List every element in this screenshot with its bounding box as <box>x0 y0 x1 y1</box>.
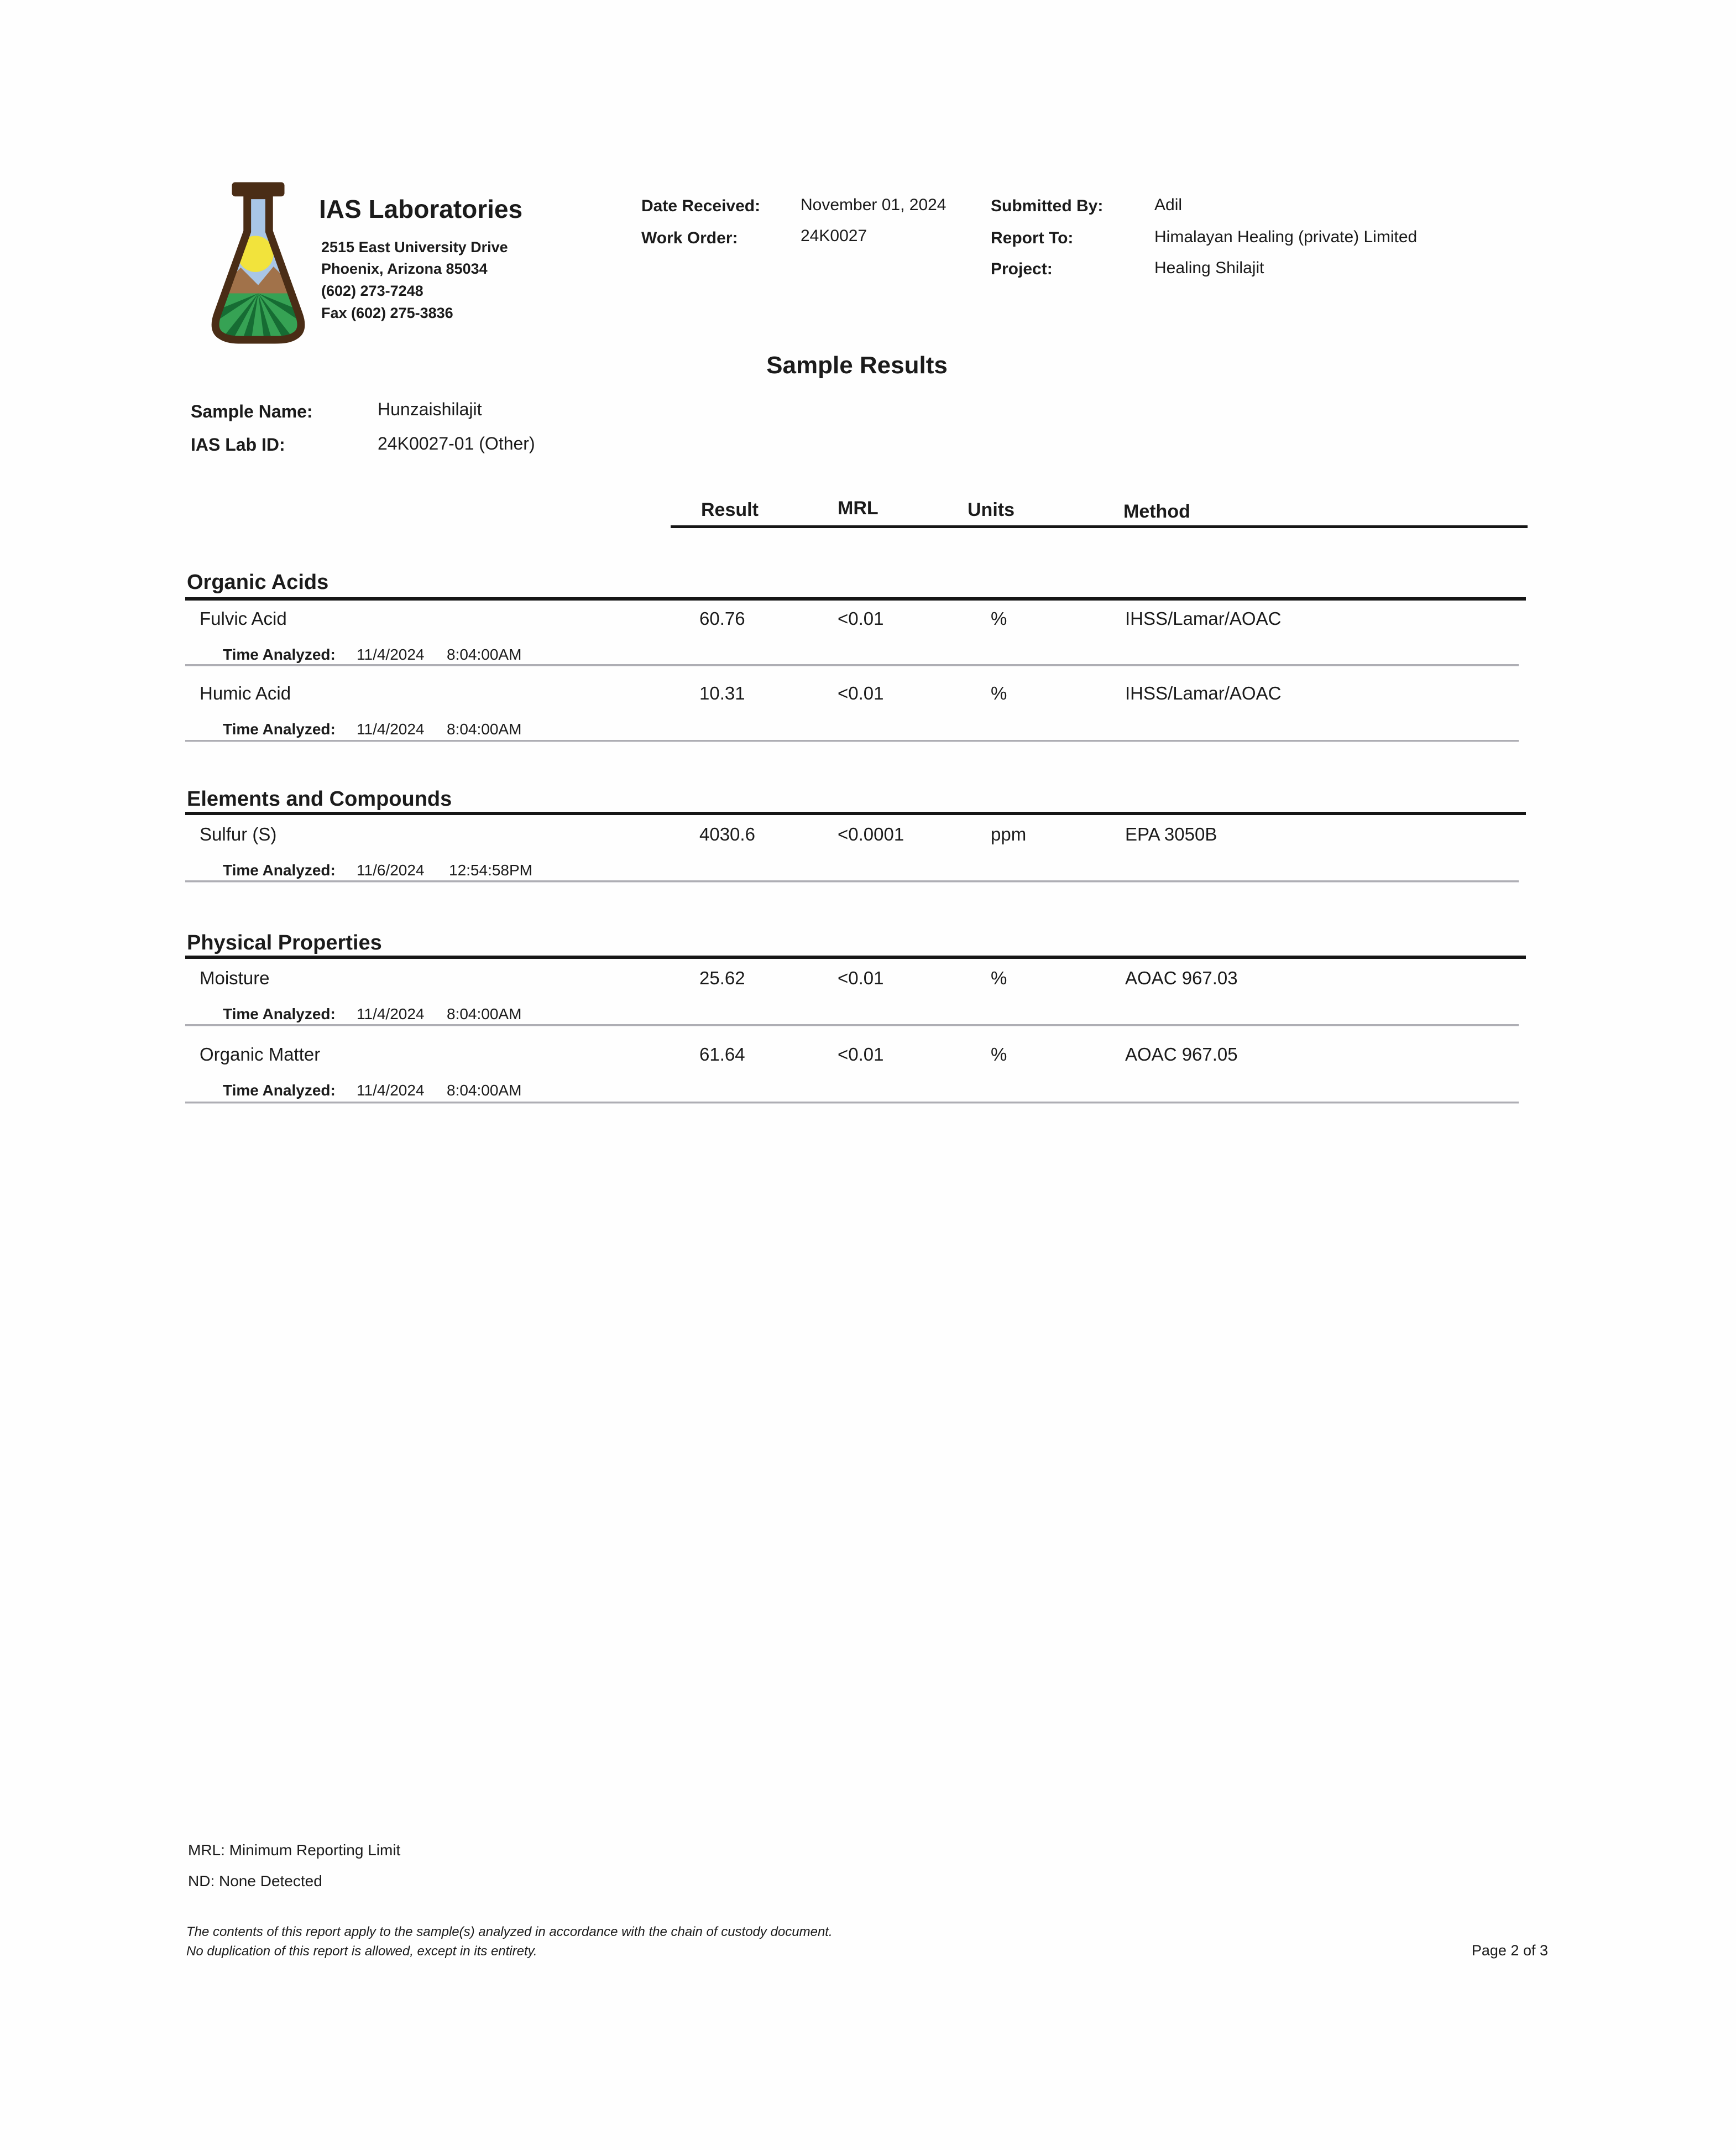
section-rule <box>185 956 1526 959</box>
row-separator <box>185 664 1519 666</box>
report-to-value: Himalayan Healing (private) Limited <box>1154 228 1418 246</box>
analyte-method: IHSS/Lamar/AOAC <box>1125 683 1282 703</box>
time-analyzed-date: 11/4/2024 <box>357 1082 425 1099</box>
page-title: Sample Results <box>766 352 948 379</box>
lab-id-value: 24K0027-01 (Other) <box>378 434 535 453</box>
lab-address-line2: Phoenix, Arizona 85034 <box>321 260 488 277</box>
section-rule <box>185 597 1526 601</box>
time-analyzed-label: Time Analyzed: <box>223 1082 336 1099</box>
analyte-units: % <box>991 683 1007 703</box>
analyte-mrl: <0.01 <box>838 968 884 988</box>
submitted-by-value: Adil <box>1154 196 1183 214</box>
section-title: Physical Properties <box>187 931 382 954</box>
sample-name-value: Hunzaishilajit <box>378 399 482 419</box>
date-received-label: Date Received: <box>641 197 761 215</box>
lab-phone: (602) 273-7248 <box>321 283 423 299</box>
table-header-rule <box>671 525 1528 528</box>
time-analyzed-time: 8:04:00AM <box>447 1082 522 1099</box>
analyte-name: Organic Matter <box>200 1044 321 1064</box>
row-separator <box>185 880 1519 883</box>
submitted-by-label: Submitted By: <box>991 197 1104 215</box>
analyte-units: % <box>991 968 1007 988</box>
disclaimer-line2: No duplication of this report is allowed, except in its entirety. <box>186 1944 537 1959</box>
date-received-value: November 01, 2024 <box>801 196 947 214</box>
analyte-units: ppm <box>991 824 1027 844</box>
project-value: Healing Shilajit <box>1154 259 1264 277</box>
analyte-mrl: <0.01 <box>838 1044 884 1064</box>
time-analyzed-label: Time Analyzed: <box>223 1005 336 1022</box>
disclaimer-line1: The contents of this report apply to the sample(s) analyzed in accordance with the chain of custody document. <box>186 1924 833 1939</box>
analyte-units: % <box>991 1044 1007 1064</box>
sample-name-label: Sample Name: <box>191 401 313 421</box>
time-analyzed-time: 8:04:00AM <box>447 1005 522 1022</box>
lab-name: IAS Laboratories <box>319 195 523 223</box>
lab-address-line1: 2515 East University Drive <box>321 239 508 255</box>
section-rule <box>185 812 1526 815</box>
lab-flask-logo-icon <box>203 180 313 346</box>
time-analyzed-time: 8:04:00AM <box>447 646 522 663</box>
lab-fax: Fax (602) 275-3836 <box>321 305 453 321</box>
analyte-result: 61.64 <box>699 1044 745 1064</box>
time-analyzed-label: Time Analyzed: <box>223 646 336 663</box>
analyte-mrl: <0.01 <box>838 683 884 703</box>
time-analyzed-time: 12:54:58PM <box>449 862 532 879</box>
analyte-method: IHSS/Lamar/AOAC <box>1125 608 1282 629</box>
analyte-mrl: <0.0001 <box>838 824 904 844</box>
time-analyzed-date: 11/4/2024 <box>357 646 425 663</box>
analyte-method: AOAC 967.03 <box>1125 968 1238 988</box>
analyte-method: AOAC 967.05 <box>1125 1044 1238 1064</box>
row-separator <box>185 1024 1519 1026</box>
column-header-result: Result <box>701 499 759 520</box>
lab-id-label: IAS Lab ID: <box>191 435 285 455</box>
column-header-method: Method <box>1123 501 1190 522</box>
analyte-mrl: <0.01 <box>838 608 884 629</box>
nd-footnote: ND: None Detected <box>188 1872 322 1890</box>
time-analyzed-label: Time Analyzed: <box>223 721 336 738</box>
analyte-name: Humic Acid <box>200 683 291 703</box>
analyte-method: EPA 3050B <box>1125 824 1217 844</box>
column-header-units: Units <box>968 499 1015 520</box>
analyte-units: % <box>991 608 1007 629</box>
section-title: Elements and Compounds <box>187 787 452 811</box>
mrl-footnote: MRL: Minimum Reporting Limit <box>188 1841 401 1859</box>
report-to-label: Report To: <box>991 229 1074 247</box>
time-analyzed-date: 11/6/2024 <box>357 862 425 879</box>
time-analyzed-date: 11/4/2024 <box>357 721 425 738</box>
analyte-result: 25.62 <box>699 968 745 988</box>
project-label: Project: <box>991 260 1053 278</box>
column-header-mrl: MRL <box>838 498 879 519</box>
section-title: Organic Acids <box>187 571 329 594</box>
work-order-label: Work Order: <box>641 229 738 247</box>
analyte-result: 10.31 <box>699 683 745 703</box>
time-analyzed-time: 8:04:00AM <box>447 721 522 738</box>
page-number: Page 2 of 3 <box>1471 1942 1548 1959</box>
analyte-name: Moisture <box>200 968 270 988</box>
analyte-name: Fulvic Acid <box>200 608 287 629</box>
time-analyzed-label: Time Analyzed: <box>223 862 336 879</box>
analyte-name: Sulfur (S) <box>200 824 277 844</box>
analyte-result: 4030.6 <box>699 824 755 844</box>
analyte-result: 60.76 <box>699 608 745 629</box>
row-separator <box>185 740 1519 742</box>
row-separator <box>185 1102 1519 1104</box>
work-order-value: 24K0027 <box>801 227 867 245</box>
time-analyzed-date: 11/4/2024 <box>357 1005 425 1022</box>
